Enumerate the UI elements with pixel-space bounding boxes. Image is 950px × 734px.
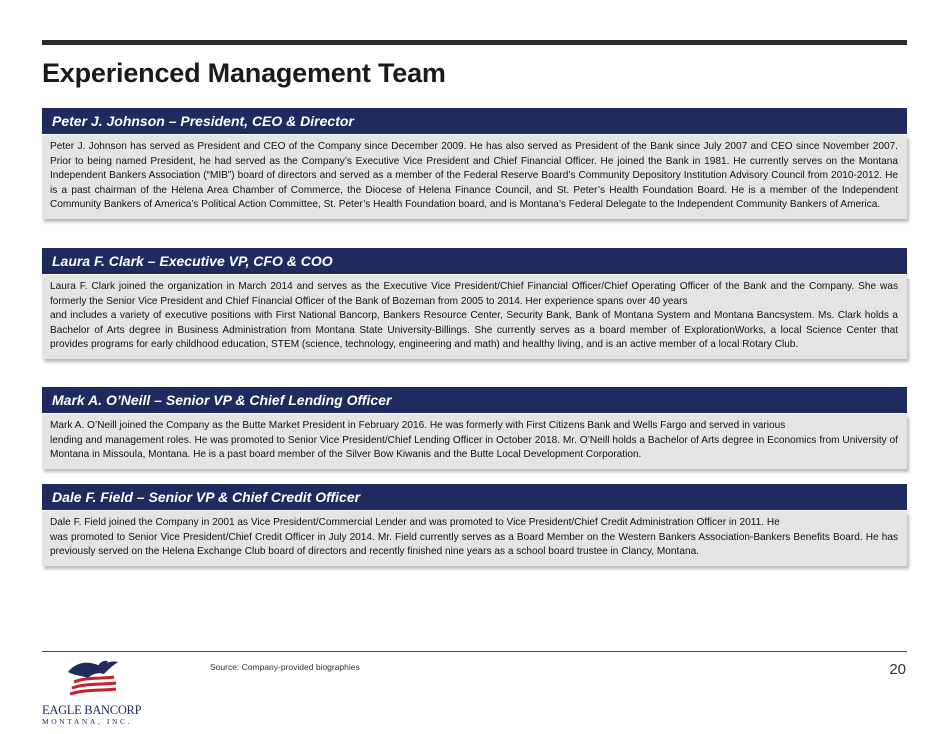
bio-paragraph: was promoted to Senior Vice President/Chief Credit Officer in July 2014. Mr. Field currently serves as a Board Member on the Western Bankers Association-Bankers Benefits Board. He has previously served on the Helena Exchange Club board of directors and recently finished nine years as a school board trustee in Clancy, Montana. <box>50 531 898 558</box>
page-number: 20 <box>889 661 906 678</box>
bio-card-clark <box>42 248 907 359</box>
logo-wordmark: EAGLE BANCORP <box>42 703 142 717</box>
bio-paragraph: Mark A. O’Neill joined the Company as the Butte Market President in February 2016. He was formerly with First Citizens Bank and Wells Fargo and served in various <box>50 420 786 431</box>
bio-paragraph: Dale F. Field joined the Company in 2001 as Vice President/Commercial Lender and was promoted to Vice President/Chief Credit Administration Officer in 2011. He <box>50 517 780 528</box>
page-title: Experienced Management Team <box>42 58 446 88</box>
bio-card-field <box>42 484 907 566</box>
bio-card-johnson <box>42 108 907 219</box>
bio-text <box>42 135 907 219</box>
logo-subtitle: MONTANA, INC. <box>42 717 133 726</box>
bio-header: Peter J. Johnson – President, CEO & Director <box>42 108 907 134</box>
bio-text <box>42 511 907 566</box>
bio-paragraph: Peter J. Johnson has served as President and CEO of the Company since December 2009. He has also served as President of the Bank since July 2007 and CEO since November 2007. Prior to being named President, he had served as the Company’s Executive Vice President and Chief Financial Officer. He joined the Bank in 1981. He currently serves on the Montana Independent Bankers Association (“MIB”) board of directors and served as a member of the Federal Reserve Board’s Community Depository Institution Advisory Council from 2010-2012. He is a past chairman of the Helena Area Chamber of Commerce, the Diocese of Helena Finance Council, and St. Peter’s Health Foundation Board. He is a member of the Independent Community Bankers of America’s Political Action Committee, St. Peter’s Health Foundation board, and is Montana’s Federal Delegate to the Independent Community Bankers of America. <box>50 141 898 211</box>
bio-card-oneill <box>42 387 907 469</box>
eagle-flag-icon <box>64 658 120 702</box>
bio-text <box>42 275 907 359</box>
bio-paragraph: and includes a variety of executive positions with First National Bancorp, Bankers Resource Center, Security Bank, Bank of Montana System and Montana Bancsystem. Ms. Clark holds a Bachelor of Arts degree in Business Administration from Montana State University-Billings. She currently serves as a board member of ExplorationWorks, a local Science Center that provides programs for early childhood education, STEM (science, technology, engineering and math) and healthy living, and is an active member of a local Rotary Club. <box>50 310 898 351</box>
bio-text <box>42 414 907 469</box>
top-divider <box>42 40 907 45</box>
footer-divider <box>42 651 907 652</box>
bio-header: Mark A. O’Neill – Senior VP & Chief Lending Officer <box>42 387 907 413</box>
bio-header: Dale F. Field – Senior VP & Chief Credit Officer <box>42 484 907 510</box>
source-note: Source: Company-provided biographies <box>210 662 360 672</box>
bio-paragraph: lending and management roles. He was promoted to Senior Vice President/Chief Lending Officer in October 2018. Mr. O’Neill holds a Bachelor of Arts degree in Economics from University of Montana in Missoula, Montana. He is a past board member of the Silver Bow Kiwanis and the Butte Local Development Corporation. <box>50 434 898 461</box>
bio-paragraph: Laura F. Clark joined the organization in March 2014 and serves as the Executive Vice President/Chief Financial Officer/Chief Operating Officer of the Bank and the Company. She was formerly the Senior Vice President and Chief Financial Officer of the Bank of Bozeman from 2005 to 2014. Her experience spans over 40 years <box>50 281 898 307</box>
company-logo <box>38 658 150 728</box>
bio-header: Laura F. Clark – Executive VP, CFO & COO <box>42 248 907 274</box>
